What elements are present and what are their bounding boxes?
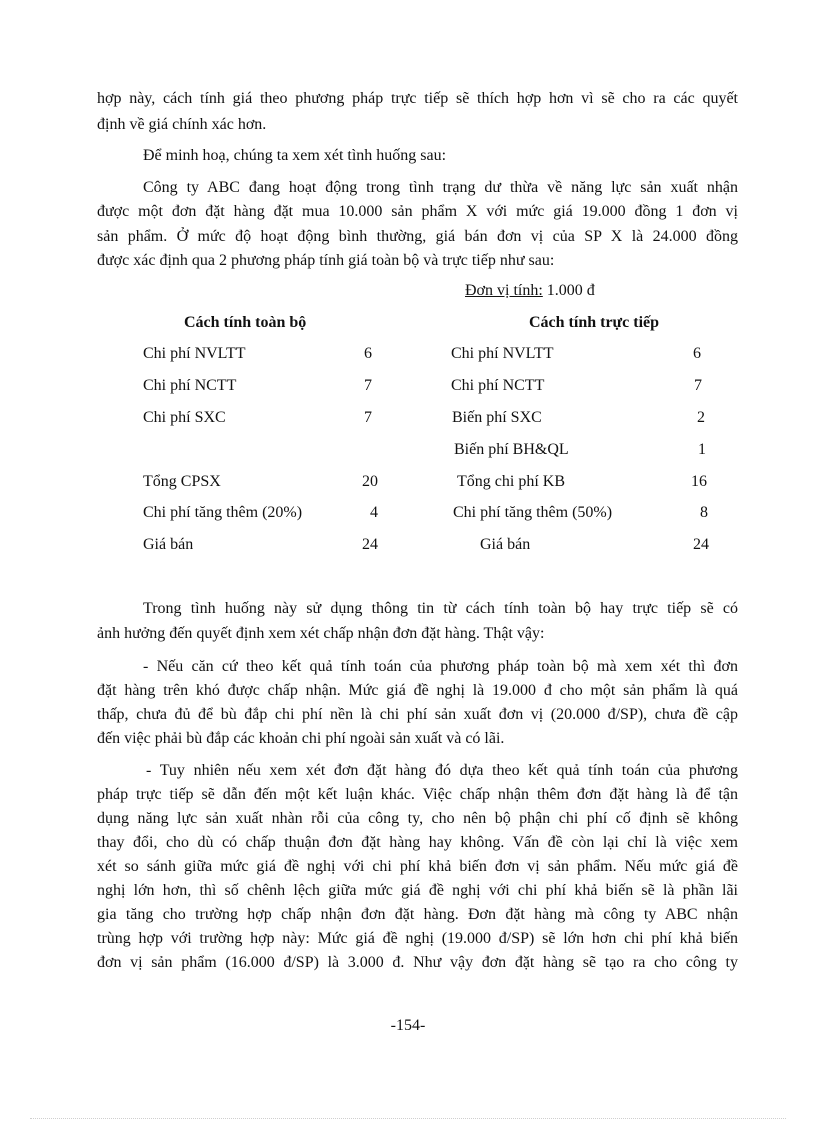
left-row-label: Tổng CPSX	[143, 473, 221, 490]
left-row-label: Chi phí NCTT	[143, 377, 237, 394]
analysis-p3-line: xét so sánh giữa mức giá đề nghị với chi phí khả biến đơn vị sản phẩm. Nếu mức giá đề	[97, 858, 738, 875]
right-row-label: Biến phí SXC	[452, 409, 542, 426]
right-row-label: Chi phí NVLTT	[451, 345, 554, 362]
right-row-value: 24	[693, 536, 709, 553]
analysis-p2-line: đặt hàng trên khó được chấp nhận. Mức giá đề nghị là 19.000 đ cho một sản phẩm là quá	[97, 682, 738, 699]
page-bottom-divider	[30, 1118, 786, 1119]
intro-line-1: hợp này, cách tính giá theo phương pháp trực tiếp sẽ thích hợp hơn vì sẽ cho ra các quyết	[97, 90, 738, 107]
right-row-value: 16	[691, 473, 707, 490]
left-row-label: Chi phí tăng thêm (20%)	[143, 504, 303, 521]
analysis-p3-line: pháp trực tiếp sẽ dẫn đến một kết luận khác. Việc chấp nhận thêm đơn đặt hàng là để tận	[97, 786, 738, 803]
right-table-header: Cách tính trực tiếp	[529, 314, 660, 331]
right-row-value: 6	[693, 345, 701, 362]
left-row-value: 7	[364, 409, 372, 426]
case-line-4: được xác định qua 2 phương pháp tính giá toàn bộ và trực tiếp như sau:	[97, 252, 555, 269]
analysis-p2-line: - Nếu căn cứ theo kết quả tính toán của phương pháp toàn bộ mà xem xét thì đơn	[143, 658, 738, 675]
left-row-value: 20	[362, 473, 378, 490]
right-row-value: 7	[694, 377, 702, 394]
left-row-value: 24	[362, 536, 378, 553]
page-number: -154-	[390, 1017, 426, 1034]
intro-line-3: Để minh hoạ, chúng ta xem xét tình huống sau:	[143, 147, 447, 164]
right-row-value: 8	[700, 504, 708, 521]
left-row-value: 6	[364, 345, 372, 362]
analysis-p1-line: Trong tình huống này sử dụng thông tin từ cách tính toàn bộ hay trực tiếp sẽ có	[143, 600, 738, 617]
right-row-value: 2	[697, 409, 705, 426]
right-row-value: 1	[698, 441, 706, 458]
analysis-p3-line: nghị lớn hơn, thì số chênh lệch giữa mức giá đề nghị với chi phí khả biến sẽ là phần lãi	[97, 882, 738, 899]
left-row-label: Giá bán	[143, 536, 194, 553]
right-row-label: Chi phí NCTT	[451, 377, 545, 394]
left-row-value: 7	[364, 377, 372, 394]
analysis-p1-line: ảnh hưởng đến quyết định xem xét chấp nhận đơn đặt hàng. Thật vậy:	[97, 625, 545, 642]
right-row-label: Chi phí tăng thêm (50%)	[453, 504, 613, 521]
intro-line-2: định về giá chính xác hơn.	[97, 116, 267, 133]
analysis-p2-line: đến việc phải bù đắp các khoản chi phí ngoài sản xuất và có lãi.	[97, 730, 505, 747]
analysis-p3-line: đơn vị sản phẩm (16.000 đ/SP) là 3.000 đ. Như vậy đơn đặt hàng sẽ tạo ra cho công ty	[97, 954, 738, 971]
unit-label: Đơn vị tính:	[465, 282, 543, 299]
analysis-p3-line: thay đổi, cho dù có chấp thuận đơn đặt hàng hay không. Vấn đề còn lại chỉ là việc xem	[97, 834, 738, 851]
analysis-p3-line: trùng hợp với trường hợp này: Mức giá đề nghị (19.000 đ/SP) sẽ lớn hơn chi phí khả biến	[97, 930, 738, 947]
left-row-label: Chi phí SXC	[143, 409, 226, 426]
analysis-p3-line: gia tăng cho trường hợp chấp nhận đơn đặt hàng. Đơn đặt hàng mà công ty ABC nhận	[97, 906, 738, 923]
left-row-value: 4	[370, 504, 378, 521]
unit-value: 1.000 đ	[546, 282, 595, 299]
analysis-p2-line: thấp, chưa đủ để bù đắp chi phí nền là chi phí sản xuất đơn vị (20.000 đ/SP), chưa đề cập	[97, 706, 738, 723]
right-row-label: Giá bán	[480, 536, 531, 553]
unit-line	[465, 281, 595, 301]
analysis-p3-line: - Tuy nhiên nếu xem xét đơn đặt hàng đó dựa theo kết quả tính toán của phương	[146, 762, 738, 779]
case-line-3: sản phẩm. Ở mức độ hoạt động bình thường, giá bán đơn vị của SP X là 24.000 đồng	[97, 228, 738, 245]
right-row-label: Biến phí BH&QL	[454, 441, 569, 458]
case-line-1: Công ty ABC đang hoạt động trong tình trạng dư thừa về năng lực sản xuất nhận	[143, 179, 738, 196]
left-table-header: Cách tính toàn bộ	[184, 314, 307, 331]
analysis-p3-line: dụng năng lực sản xuất nhàn rỗi của công ty, cho nên bộ phận chi phí cố định sẽ không	[97, 810, 738, 827]
right-row-label: Tổng chi phí KB	[457, 473, 565, 490]
case-line-2: được một đơn đặt hàng đặt mua 10.000 sản phẩm X với mức giá 19.000 đồng 1 đơn vị	[97, 203, 738, 220]
left-row-label: Chi phí NVLTT	[143, 345, 246, 362]
